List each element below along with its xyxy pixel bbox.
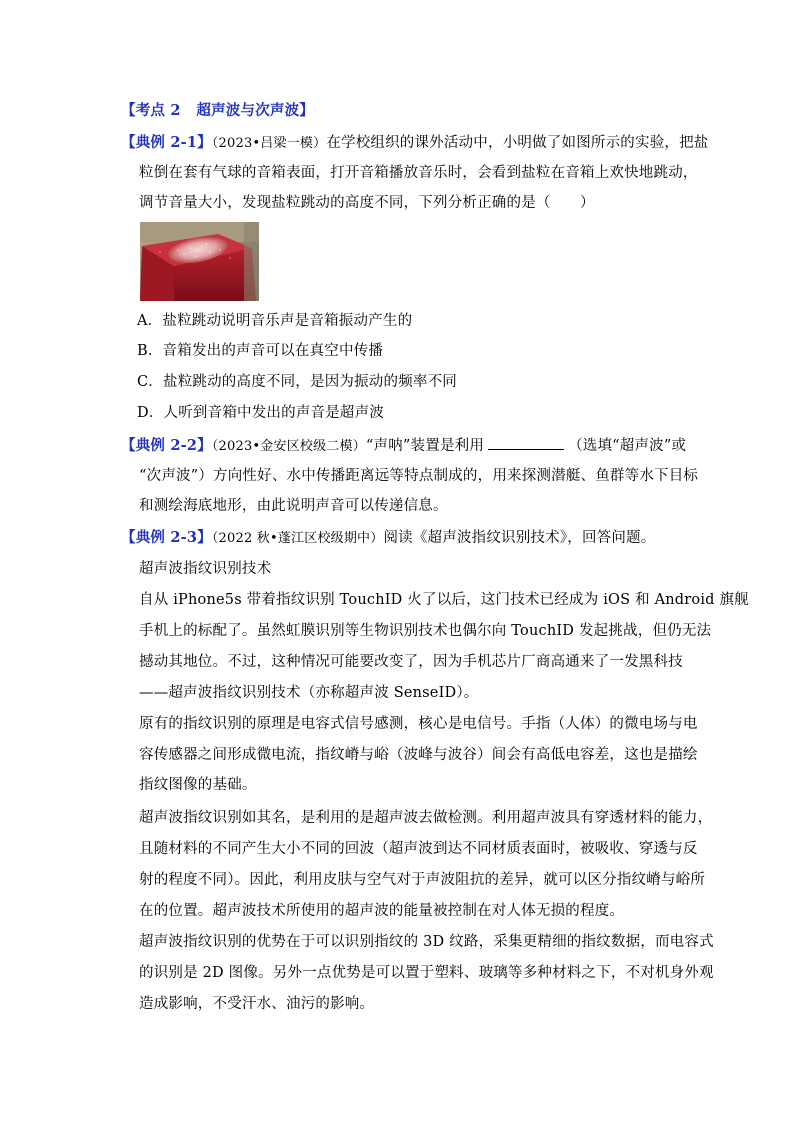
article-line-5: 原有的指纹识别的原理是电容式信号感测，核心是电信号。手指（人体）的微电场与电 <box>139 716 698 732</box>
speaker-salt-illustration <box>140 222 259 301</box>
article-line-11: 在的位置。超声波技术所使用的超声波的能量被控制在对人体无损的程度。 <box>139 903 625 919</box>
example2-source: （2023•金安区校级二模） <box>211 439 366 454</box>
article-title: 超声波指纹识别技术 <box>139 561 272 577</box>
example3-source: （2022 秋•蓬江区校级期中） <box>211 531 384 546</box>
article-line-12: 超声波指纹识别的优势在于可以识别指纹的 3D 纹路，采集更精细的指纹数据，而电容式 <box>139 934 714 950</box>
example2-text-after: （选填“超声波”或 <box>568 438 687 454</box>
answer-blank[interactable] <box>488 435 564 450</box>
example1-tag: 【典例 2-1】 <box>121 134 212 151</box>
article-line-14: 造成影响，不受汗水、油污的影响。 <box>139 996 375 1012</box>
heading-label: 考点 2 <box>135 102 181 119</box>
heading-bracket-close: 】 <box>299 102 314 119</box>
example2-line-3: 和测绘海底地形，由此说明声音可以传递信息。 <box>139 498 448 514</box>
heading-title: 超声波与次声波 <box>196 102 300 119</box>
heading-bracket-open: 【 <box>121 102 136 119</box>
example2-text-before: “声呐”装置是利用 <box>365 438 485 454</box>
example1-option-d: D．人听到音箱中发出的声音是超声波 <box>137 405 385 421</box>
example1-text-1: 在学校组织的课外活动中，小明做了如图所示的实验，把盐 <box>326 135 709 151</box>
article-line-3: 撼动其地位。不过，这种情况可能要改变了，因为手机芯片厂商高通来了一发黑科技 <box>139 654 683 670</box>
example3-intro: 阅读《超声波指纹识别技术》，回答问题。 <box>383 530 656 546</box>
example1-source: （2023•吕梁一模） <box>211 136 327 151</box>
example3-line-1 <box>121 528 656 549</box>
example1-line-1 <box>121 133 709 154</box>
article-line-7: 指纹图像的基础。 <box>139 777 257 793</box>
example1-option-b: B．音箱发出的声音可以在真空中传播 <box>137 343 384 359</box>
example1-option-c: C．盐粒跳动的高度不同，是因为振动的频率不同 <box>137 374 457 390</box>
example2-line-1 <box>121 435 686 457</box>
example1-line-3: 调节音量大小，发现盐粒跳动的高度不同，下列分析正确的是（ ） <box>139 195 595 211</box>
example2-line-2: “次声波”）方向性好、水中传播距离远等特点制成的，用来探测潜艇、鱼群等水下目标 <box>139 468 699 484</box>
article-line-4: ——超声波指纹识别技术（亦称超声波 SenseID）。 <box>139 685 479 701</box>
section-heading <box>121 101 314 121</box>
article-line-10: 射的程度不同）。因此，利用皮肤与空气对于声波阻抗的差异，就可以区分指纹嵴与峪所 <box>139 872 706 888</box>
article-line-1: 自从 iPhone5s 带着指纹识别 TouchID 火了以后，这门技术已经成为 iOS 和 Android 旗舰 <box>139 592 749 608</box>
speaker-salt-photo <box>140 222 259 301</box>
article-line-6: 容传感器之间形成微电流，指纹嵴与峪（波峰与波谷）间会有高低电容差，这也是描绘 <box>139 747 698 763</box>
example3-tag: 【典例 2-3】 <box>121 529 212 546</box>
article-line-9: 且随材料的不同产生大小不同的回波（超声波到达不同材质表面时，被吸收、穿透与反 <box>139 841 698 857</box>
example1-line-2: 粒倒在套有气球的音箱表面，打开音箱播放音乐时，会看到盐粒在音箱上欢快地跳动， <box>139 165 698 181</box>
example1-option-a: A．盐粒跳动说明音乐声是音箱振动产生的 <box>137 313 413 329</box>
article-line-8: 超声波指纹识别如其名，是利用的是超声波去做检测。利用超声波具有穿透材料的能力， <box>139 810 713 826</box>
example2-tag: 【典例 2-2】 <box>121 437 212 454</box>
article-line-13: 的识别是 2D 图像。另外一点优势是可以置于塑料、玻璃等多种材料之下，不对机身外观 <box>139 965 714 981</box>
article-line-2: 手机上的标配了。虽然虹膜识别等生物识别技术也偶尔向 TouchID 发起挑战，但仍无法 <box>139 623 712 639</box>
